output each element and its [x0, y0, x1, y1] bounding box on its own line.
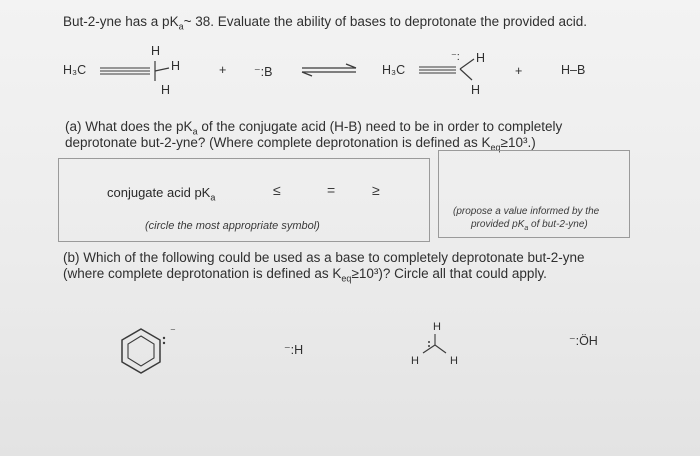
option-hydroxide[interactable]: ⁻:ÖH [569, 334, 598, 348]
part-b-line-2-end: ≥10³)? Circle all that could apply. [351, 266, 547, 281]
conjugate-acid-pka-label [107, 185, 215, 203]
benzene-inner-ring [128, 336, 154, 366]
product-lone-pair: ⁻: [451, 51, 460, 63]
phenyl-negative-charge: ⁻ [170, 326, 176, 338]
part-a-line-2-end: ≥10³.) [500, 135, 536, 150]
amide-bond-right [435, 345, 446, 353]
amide-lone-pair-1 [428, 341, 430, 343]
conjugate-acid: H–B [561, 63, 586, 77]
intro-text-start: But-2-yne has a pK [63, 14, 179, 29]
part-b-line-2-start: (where complete deprotonation is defined as K [63, 266, 342, 281]
product-ch-bond-up [460, 59, 474, 69]
propose-value-hint-line-2 [471, 219, 588, 232]
part-a-keq-subscript: eq [490, 142, 501, 153]
symbol-greater-equal[interactable]: ≥ [372, 182, 380, 198]
conjugate-acid-pka-subscript: a [210, 192, 216, 203]
intro-text [63, 14, 587, 35]
part-a-pka-subscript: a [192, 126, 198, 137]
plus-sign-2: + [515, 64, 523, 78]
amide-h-top: H [433, 321, 441, 333]
lone-pair-dot-1 [163, 337, 165, 339]
answer-box-value[interactable] [438, 150, 630, 238]
amide-h-left: H [411, 355, 419, 367]
base-reagent: ⁻:B [254, 65, 273, 79]
part-b-keq-subscript: eq [341, 273, 352, 284]
part-a-line-2-start: deprotonate but-2-yne? (Where complete deprotonation is defined as K [65, 135, 491, 150]
product-h-top: H [476, 51, 486, 65]
symbol-less-equal[interactable]: ≤ [273, 182, 281, 198]
conjugate-acid-pka-text: conjugate acid pK [107, 185, 211, 200]
product-methyl: H₃C [382, 63, 406, 77]
reactant-h-bottom: H [161, 83, 171, 97]
ch-bond-right [155, 68, 169, 71]
propose-value-hint-line-2-start: provided pK [471, 219, 525, 230]
circle-symbol-hint: (circle the most appropriate symbol) [145, 220, 320, 232]
propose-value-hint-line-1: (propose a value informed by the [453, 206, 600, 217]
equilibrium-arrow-svg [300, 60, 360, 80]
intro-text-end: ~ 38. Evaluate the ability of bases to deprotonate the provided acid. [183, 14, 587, 29]
reactant-h-right: H [171, 59, 181, 73]
symbol-equal[interactable]: = [327, 182, 336, 198]
part-b-line-1: (b) Which of the following could be used as a base to completely deprotonate but-2-yne [63, 250, 585, 265]
answer-box-symbol[interactable] [58, 158, 430, 242]
product-h-bottom: H [471, 83, 481, 97]
product-ch-bond-down [460, 69, 472, 80]
lone-pair-dot-2 [163, 342, 165, 344]
reactant-h-top: H [151, 44, 161, 58]
amide-bonds-svg [415, 333, 455, 359]
amide-lone-pair-2 [428, 345, 430, 347]
part-a-line-1-end: of the conjugate acid (H-B) need to be in order to completely [197, 119, 563, 134]
benzene-ring-icon [115, 326, 175, 378]
intro-pka-subscript: a [178, 21, 184, 32]
part-a-line-1-start: (a) What does the pK [65, 119, 193, 134]
part-b-line-2 [63, 266, 547, 287]
propose-value-pka-subscript: a [524, 225, 529, 232]
option-hydride[interactable]: ⁻:H [284, 343, 304, 357]
amide-h-right: H [450, 355, 458, 367]
propose-value-hint-line-2-end: of but-2-yne) [528, 219, 588, 230]
plus-sign-1: + [219, 63, 227, 77]
reactant-methyl: H₃C [63, 63, 87, 77]
